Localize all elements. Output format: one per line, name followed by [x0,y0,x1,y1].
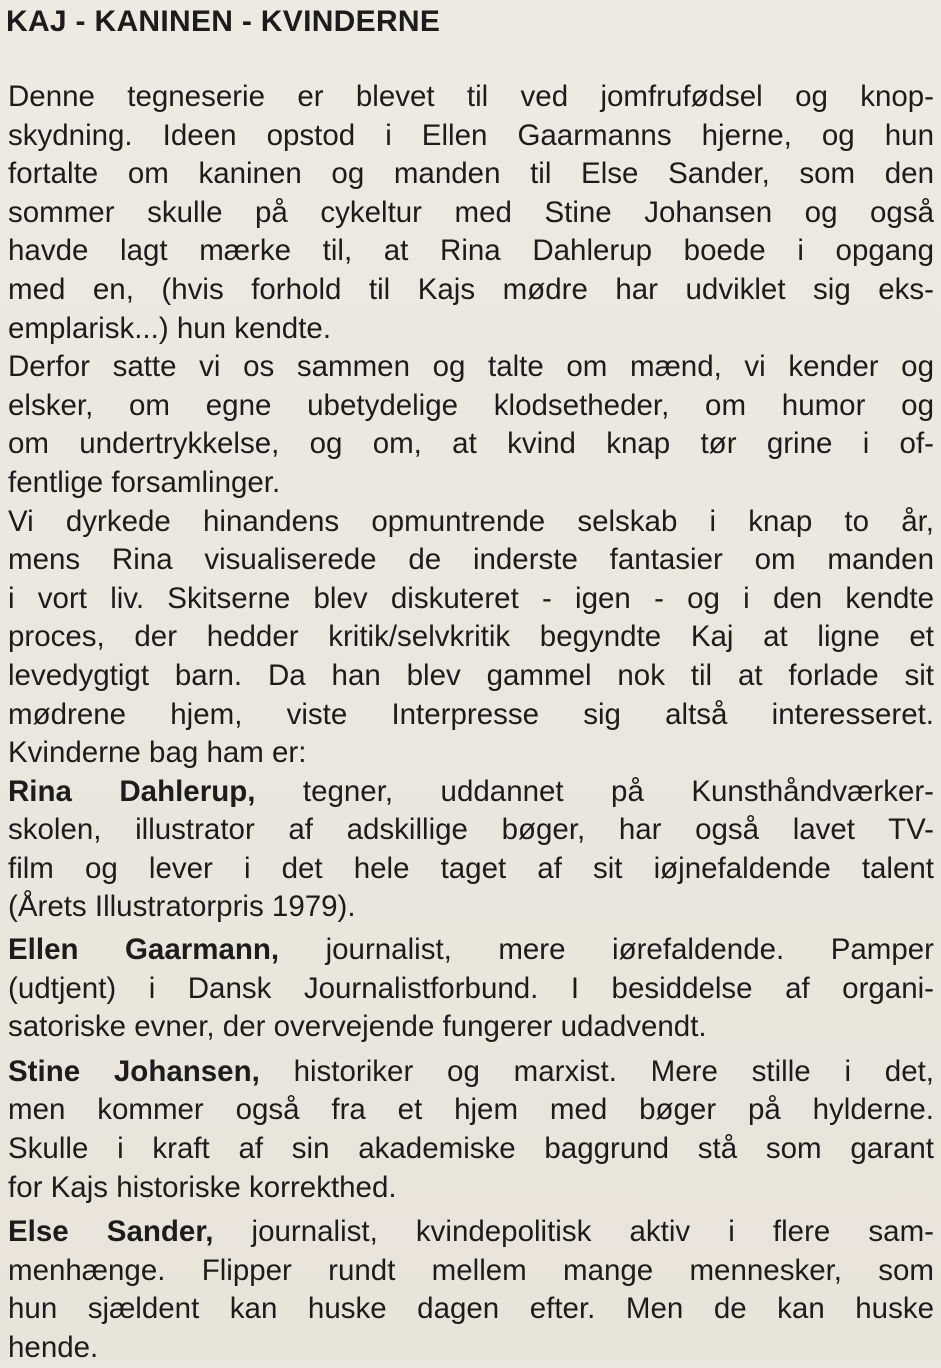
text-line: fortalte om kaninen og manden til Else Sander, som den [8,157,934,191]
bio-ellen-first-line [8,931,934,970]
bio-rina-first-line [8,773,934,812]
text-line: skydning. Ideen opstod i Ellen Gaarmanns hjerne, og hun [8,118,934,152]
text-line: skolen, illustrator af adskillige bøger, har også lavet TV- [8,813,934,847]
text-line: for Kajs historiske korrekthed. [8,1170,397,1204]
text-line: levedygtigt barn. Da han blev gammel nok til at forlade sit [8,658,934,692]
page-title: KAJ - KANINEN - KVINDERNE [6,5,441,38]
text-line: hende. [8,1331,99,1364]
text-line: Derfor satte vi os sammen og talte om mænd, vi kender og [8,350,934,384]
text-line: Skulle i kraft af sin akademiske baggrund stå som garant [8,1132,934,1166]
bio-name-else: Else Sander, [8,1215,214,1249]
bio-text: tegner, uddannet på Kunsthåndværker- [255,774,934,808]
text-line: emplarisk...) hun kendte. [8,311,332,345]
text-line: hun sjældent kan huske dagen efter. Men de kan huske [8,1292,934,1326]
text-line: sommer skulle på cykeltur med Stine Johansen og også [8,195,934,229]
text-line: Kvinderne bag ham er: [8,736,307,770]
text-line: mens Rina visualiserede de inderste fantasier om manden [8,543,934,577]
text-line: om undertrykkelse, og om, at kvind knap tør grine i of- [8,427,934,461]
text-line: Denne tegneserie er blevet til ved jomfrufødsel og knop- [8,80,934,113]
bio-name-rina: Rina Dahlerup, [8,774,256,808]
text-line: (Årets Illustratorpris 1979). [8,890,356,924]
bio-name-ellen: Ellen Gaarmann, [8,933,280,967]
bio-text: journalist, mere iørefaldende. Pamper [279,933,934,967]
text-line: fentlige forsamlinger. [8,465,281,499]
bio-else-first-line [8,1213,934,1252]
text-line: med en, (hvis forhold til Kajs mødre har udviklet sig eks- [8,272,934,306]
bio-name-stine: Stine Johansen, [8,1054,260,1088]
text-line: havde lagt mærke til, at Rina Dahlerup boede i opgang [8,234,934,268]
text-line: menhænge. Flipper rundt mellem mange mennesker, som [8,1253,934,1287]
text-line: men kommer også fra et hjem med bøger på hylderne. [8,1093,934,1127]
text-line: proces, der hedder kritik/selvkritik begyndte Kaj at ligne et [8,620,934,654]
text-line: satoriske evner, der overvejende fungerer udadvendt. [8,1010,707,1044]
bio-stine-first-line [8,1053,934,1092]
text-line: (udtjent) i Dansk Journalistforbund. I besiddelse af organi- [8,971,934,1005]
bio-text: journalist, kvindepolitisk aktiv i flere sam- [213,1215,934,1249]
bio-text: historiker og marxist. Mere stille i det, [259,1054,934,1088]
text-line: mødrene hjem, viste Interpresse sig altså interesseret. [8,697,934,731]
article-body [8,78,934,1368]
text-line: Vi dyrkede hinandens opmuntrende selskab i knap to år, [8,504,934,538]
text-line: film og lever i det hele taget af sit iøjnefaldende talent [8,851,934,885]
text-line: i vort liv. Skitserne blev diskuteret - igen - og i den kendte [8,581,934,615]
text-line: elsker, om egne ubetydelige klodsetheder, om humor og [8,388,934,422]
